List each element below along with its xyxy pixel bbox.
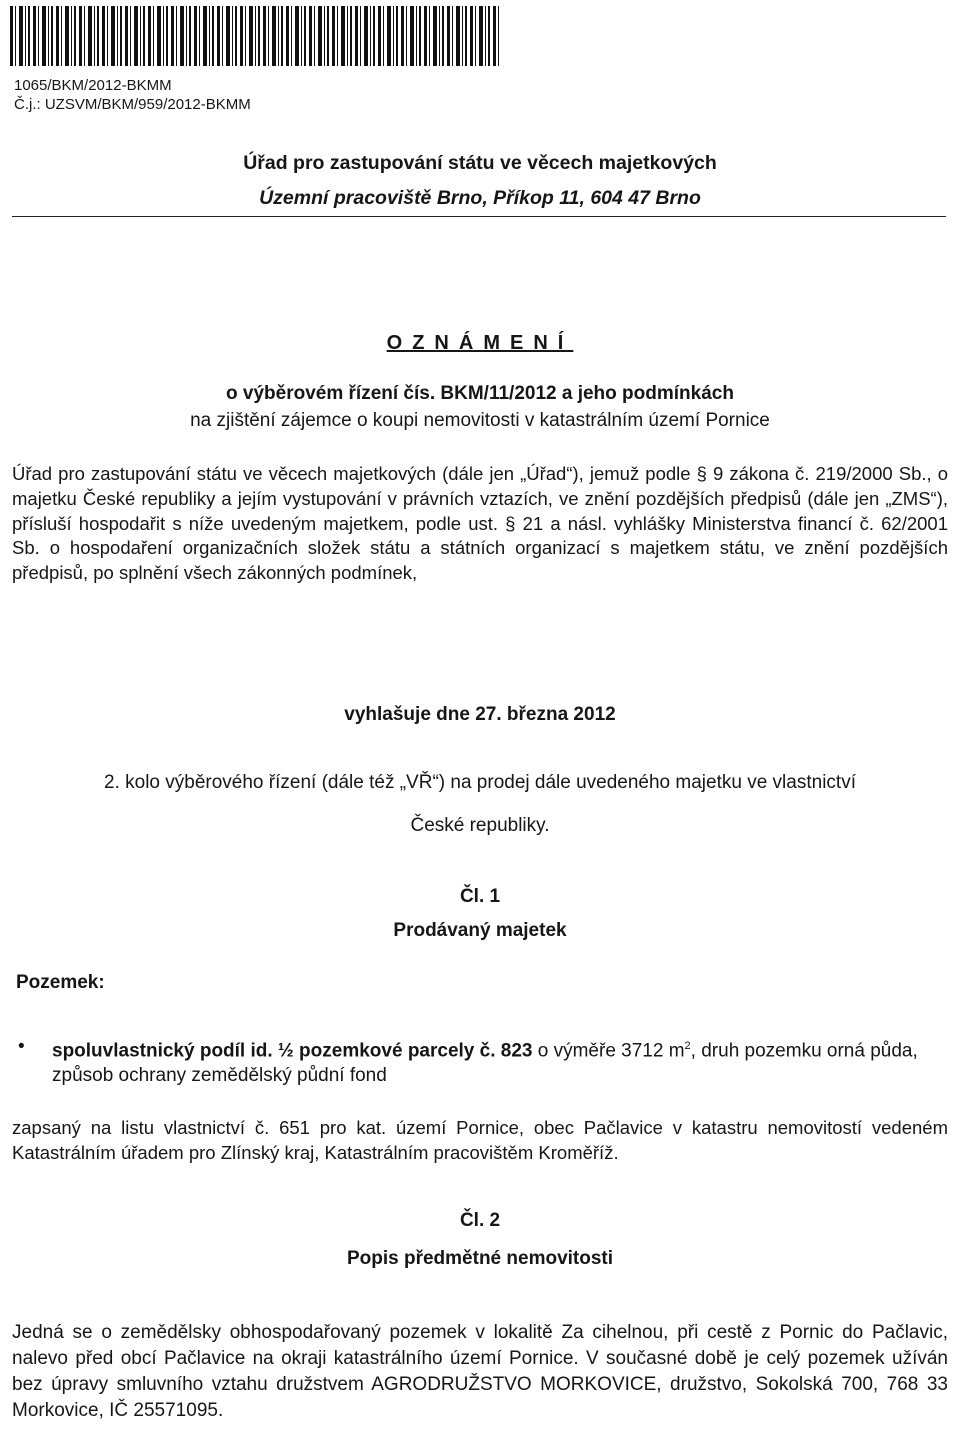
barcode [10, 6, 500, 66]
article2-number: Čl. 2 [459, 1210, 501, 1231]
office-workplace: Územní pracoviště Brno, Příkop 11, 604 47 Brno [259, 187, 701, 209]
round-line2: České republiky. [410, 815, 550, 836]
announcement-date: vyhlašuje dne 27. března 2012 [344, 704, 616, 725]
property-item-rest: , druh pozemku orná půda, způsob ochrany zemědělský půdní fond [52, 1040, 918, 1087]
notice-title: OZNÁMENÍ [386, 332, 574, 354]
article1-title: Prodávaný majetek [393, 920, 567, 941]
bullet-icon: • [18, 1036, 25, 1057]
round-line1: 2. kolo výběrového řízení (dále též „VŘ“) na prodej dále uvedeného majetku ve vlastnictví [104, 772, 856, 793]
area-unit-superscript: 2 [684, 1040, 691, 1052]
section-label-land: Pozemek: [16, 972, 105, 993]
property-description: Jedná se o zemědělsky obhospodařovaný pozemek v lokalitě Za cihelnou, při cestě z Pornic do Pačlavic, nalevo před obcí Pačlavice na okraji katastrálního území Pornice. V současné době je celý pozemek užíván bez úpravy smluvního vztahu družstvem AGRODRUŽSTVO MORKOVICE, družstvo, Sokolská 700, 768 33 Morkovice, IČ 25571095. [12, 1322, 948, 1421]
article2-title: Popis předmětné nemovitosti [346, 1248, 614, 1269]
notice-subtitle-number: BKM/11/2012 a jeho podmínkách [440, 383, 734, 404]
notice-subtitle-line2: na zjištění zájemce o koupi nemovitosti v katastrálním území Pornice [190, 410, 770, 431]
reference-number: 1065/BKM/2012-BKMM [14, 77, 172, 94]
intro-paragraph: Úřad pro zastupování státu ve věcech majetkových (dále jen „Úřad“), jemuž podle § 9 zákona č. 219/2000 Sb., o majetku České republiky a jejím vystupování v právních vztazích, ve znění pozdějších předpisů (dále jen „ZMS“), přísluší hospodařit s níže uvedeným majetkem, podle ust. § 21 a násl. vyhlášky Ministerstva financí č. 62/2001 Sb. o hospodaření organizačních složek státu a státních organizací s majetkem státu, ve znění pozdějších předpisů, po splnění všech zákonných podmínek, [12, 463, 948, 584]
property-item-bold: spoluvlastnický podíl id. ½ pozemkové parcely č. 823 [52, 1040, 533, 1062]
property-item-area: o výměře 3712 m [532, 1040, 685, 1062]
property-item [18, 1034, 948, 1088]
office-name [0, 152, 960, 175]
header-divider [12, 216, 946, 217]
registration-paragraph: zapsaný na listu vlastnictví č. 651 pro kat. území Pornice, obec Pačlavice v katastru nemovitostí vedeném Katastrálním úřadem pro Zlínský kraj, Katastrálním pracovištěm Kroměříž. [12, 1117, 948, 1163]
case-number: Č.j.: UZSVM/BKM/959/2012-BKMM [14, 96, 251, 113]
notice-subtitle-prefix: o výběrovém řízení čís. [226, 383, 436, 404]
article1-number: Čl. 1 [459, 886, 501, 907]
notice-subtitle [0, 383, 960, 405]
office-name-text: Úřad pro zastupování státu ve věcech majetkových [243, 152, 717, 174]
